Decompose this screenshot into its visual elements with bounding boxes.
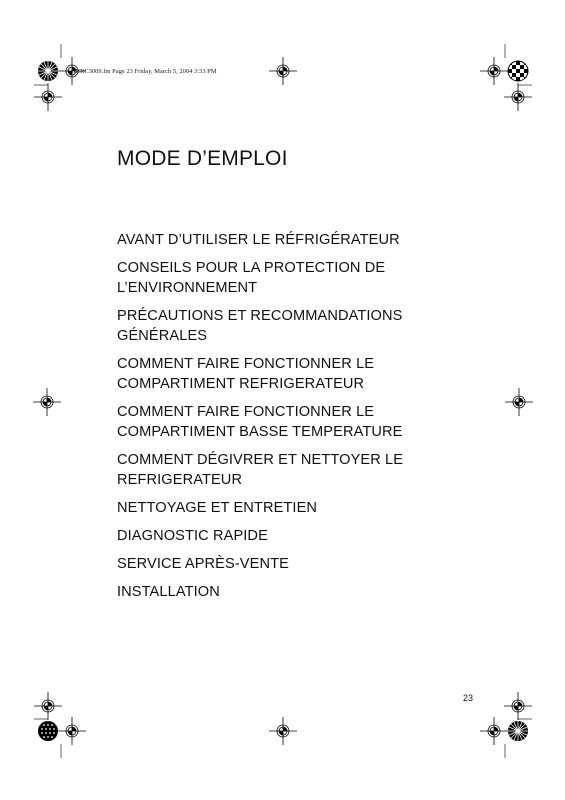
toc-entry: [117, 582, 457, 602]
toc-entry-line: AVANT D’UTILISER LE RÉFRIGÉRATEUR: [117, 232, 400, 248]
toc-entry: [117, 554, 457, 574]
toc-entry-line: COMMENT FAIRE FONCTIONNER LE: [117, 356, 375, 372]
toc-entry: [117, 498, 457, 518]
toc-entry: [117, 526, 457, 546]
toc-entry-line: COMPARTIMENT REFRIGERATEUR: [117, 376, 365, 392]
table-of-contents: [117, 230, 457, 610]
toc-entry-line: REFRIGERATEUR: [117, 472, 243, 488]
toc-entry-line: COMPARTIMENT BASSE TEMPERATURE: [117, 424, 403, 440]
toc-entry-line: COMMENT FAIRE FONCTIONNER LE: [117, 404, 375, 420]
toc-entry-line: INSTALLATION: [117, 584, 220, 600]
toc-entry: [117, 258, 457, 298]
toc-entry: [117, 230, 457, 250]
toc-entry-line: CONSEILS POUR LA PROTECTION DE: [117, 260, 386, 276]
toc-entry-line: PRÉCAUTIONS ET RECOMMANDATIONS: [117, 308, 403, 324]
toc-entry: [117, 306, 457, 346]
print-slug: 5HRC3009.fm Page 23 Friday, March 5, 2004 3:33 PM: [72, 68, 217, 75]
toc-entry-line: DIAGNOSTIC RAPIDE: [117, 528, 268, 544]
toc-entry-line: L’ENVIRONNEMENT: [117, 280, 258, 296]
page-title: MODE D’EMPLOI: [117, 147, 288, 170]
toc-entry: [117, 354, 457, 394]
toc-entry-line: SERVICE APRÈS-VENTE: [117, 556, 289, 572]
toc-entry-line: NETTOYAGE ET ENTRETIEN: [117, 500, 318, 516]
toc-entry: [117, 450, 457, 490]
toc-entry-line: GÉNÉRALES: [117, 328, 208, 344]
page-number: 23: [463, 693, 474, 703]
toc-entry-line: COMMENT DÉGIVRER ET NETTOYER LE: [117, 452, 404, 468]
toc-entry: [117, 402, 457, 442]
